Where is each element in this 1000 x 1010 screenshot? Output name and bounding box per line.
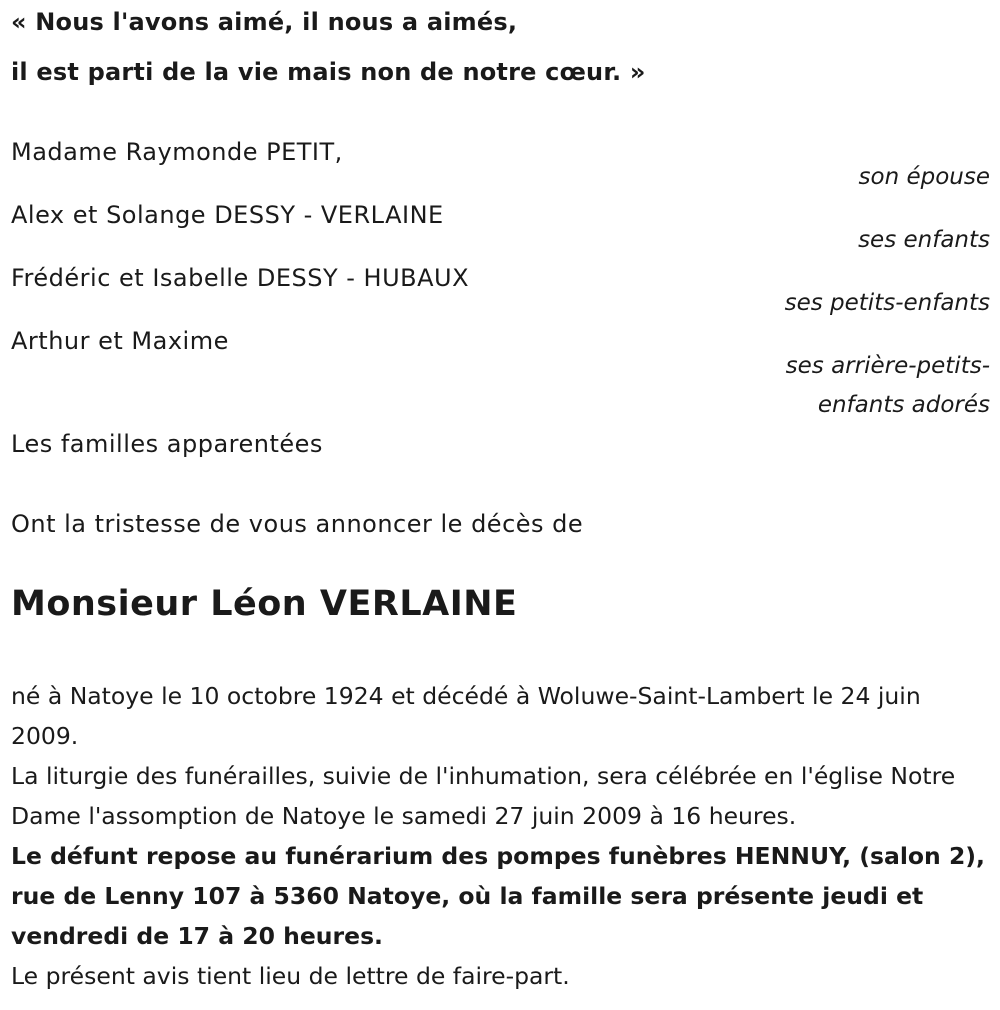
quote-line-1: « Nous l'avons aimé, il nous a aimés, bbox=[11, 8, 518, 36]
announcement-line: Ont la tristesse de vous annoncer le décès de bbox=[11, 510, 584, 538]
relation-grandchildren: ses petits-enfants bbox=[784, 290, 990, 316]
family-member-grandchildren: Frédéric et Isabelle DESSY - HUBAUX bbox=[11, 264, 470, 292]
details-block bbox=[11, 676, 991, 996]
relation-great-grandchildren-line-1: ses arrière-petits- bbox=[785, 353, 990, 379]
relation-spouse: son épouse bbox=[858, 164, 990, 190]
closing-text: Le présent avis tient lieu de lettre de faire-part. bbox=[11, 962, 570, 990]
relation-great-grandchildren-line-2: enfants adorés bbox=[817, 392, 990, 418]
quote-line-2: il est parti de la vie mais non de notre cœur. » bbox=[11, 58, 646, 86]
family-member-children: Alex et Solange DESSY - VERLAINE bbox=[11, 201, 444, 229]
birth-death-text: né à Natoye le 10 octobre 1924 et décédé à Woluwe-Saint-Lambert le 24 juin 2009. bbox=[11, 682, 921, 750]
relatives-line: Les familles apparentées bbox=[11, 430, 323, 458]
liturgy-text: La liturgie des funérailles, suivie de l'inhumation, sera célébrée en l'église Notre Dame l'assomption de Natoye le samedi 27 juin 2009 à 16 heures. bbox=[11, 762, 956, 830]
relation-children: ses enfants bbox=[858, 227, 990, 253]
visitation-text: Le défunt repose au funérarium des pompes funèbres HENNUY, (salon 2), rue de Lenny 107 à 5360 Natoye, où la famille sera présente jeudi et vendredi de 17 à 20 heures. bbox=[11, 842, 985, 950]
family-member-spouse: Madame Raymonde PETIT, bbox=[11, 138, 343, 166]
relation-great-grandchildren bbox=[786, 347, 990, 425]
family-member-great-grandchildren: Arthur et Maxime bbox=[11, 327, 229, 355]
deceased-name: Monsieur Léon VERLAINE bbox=[11, 584, 518, 624]
